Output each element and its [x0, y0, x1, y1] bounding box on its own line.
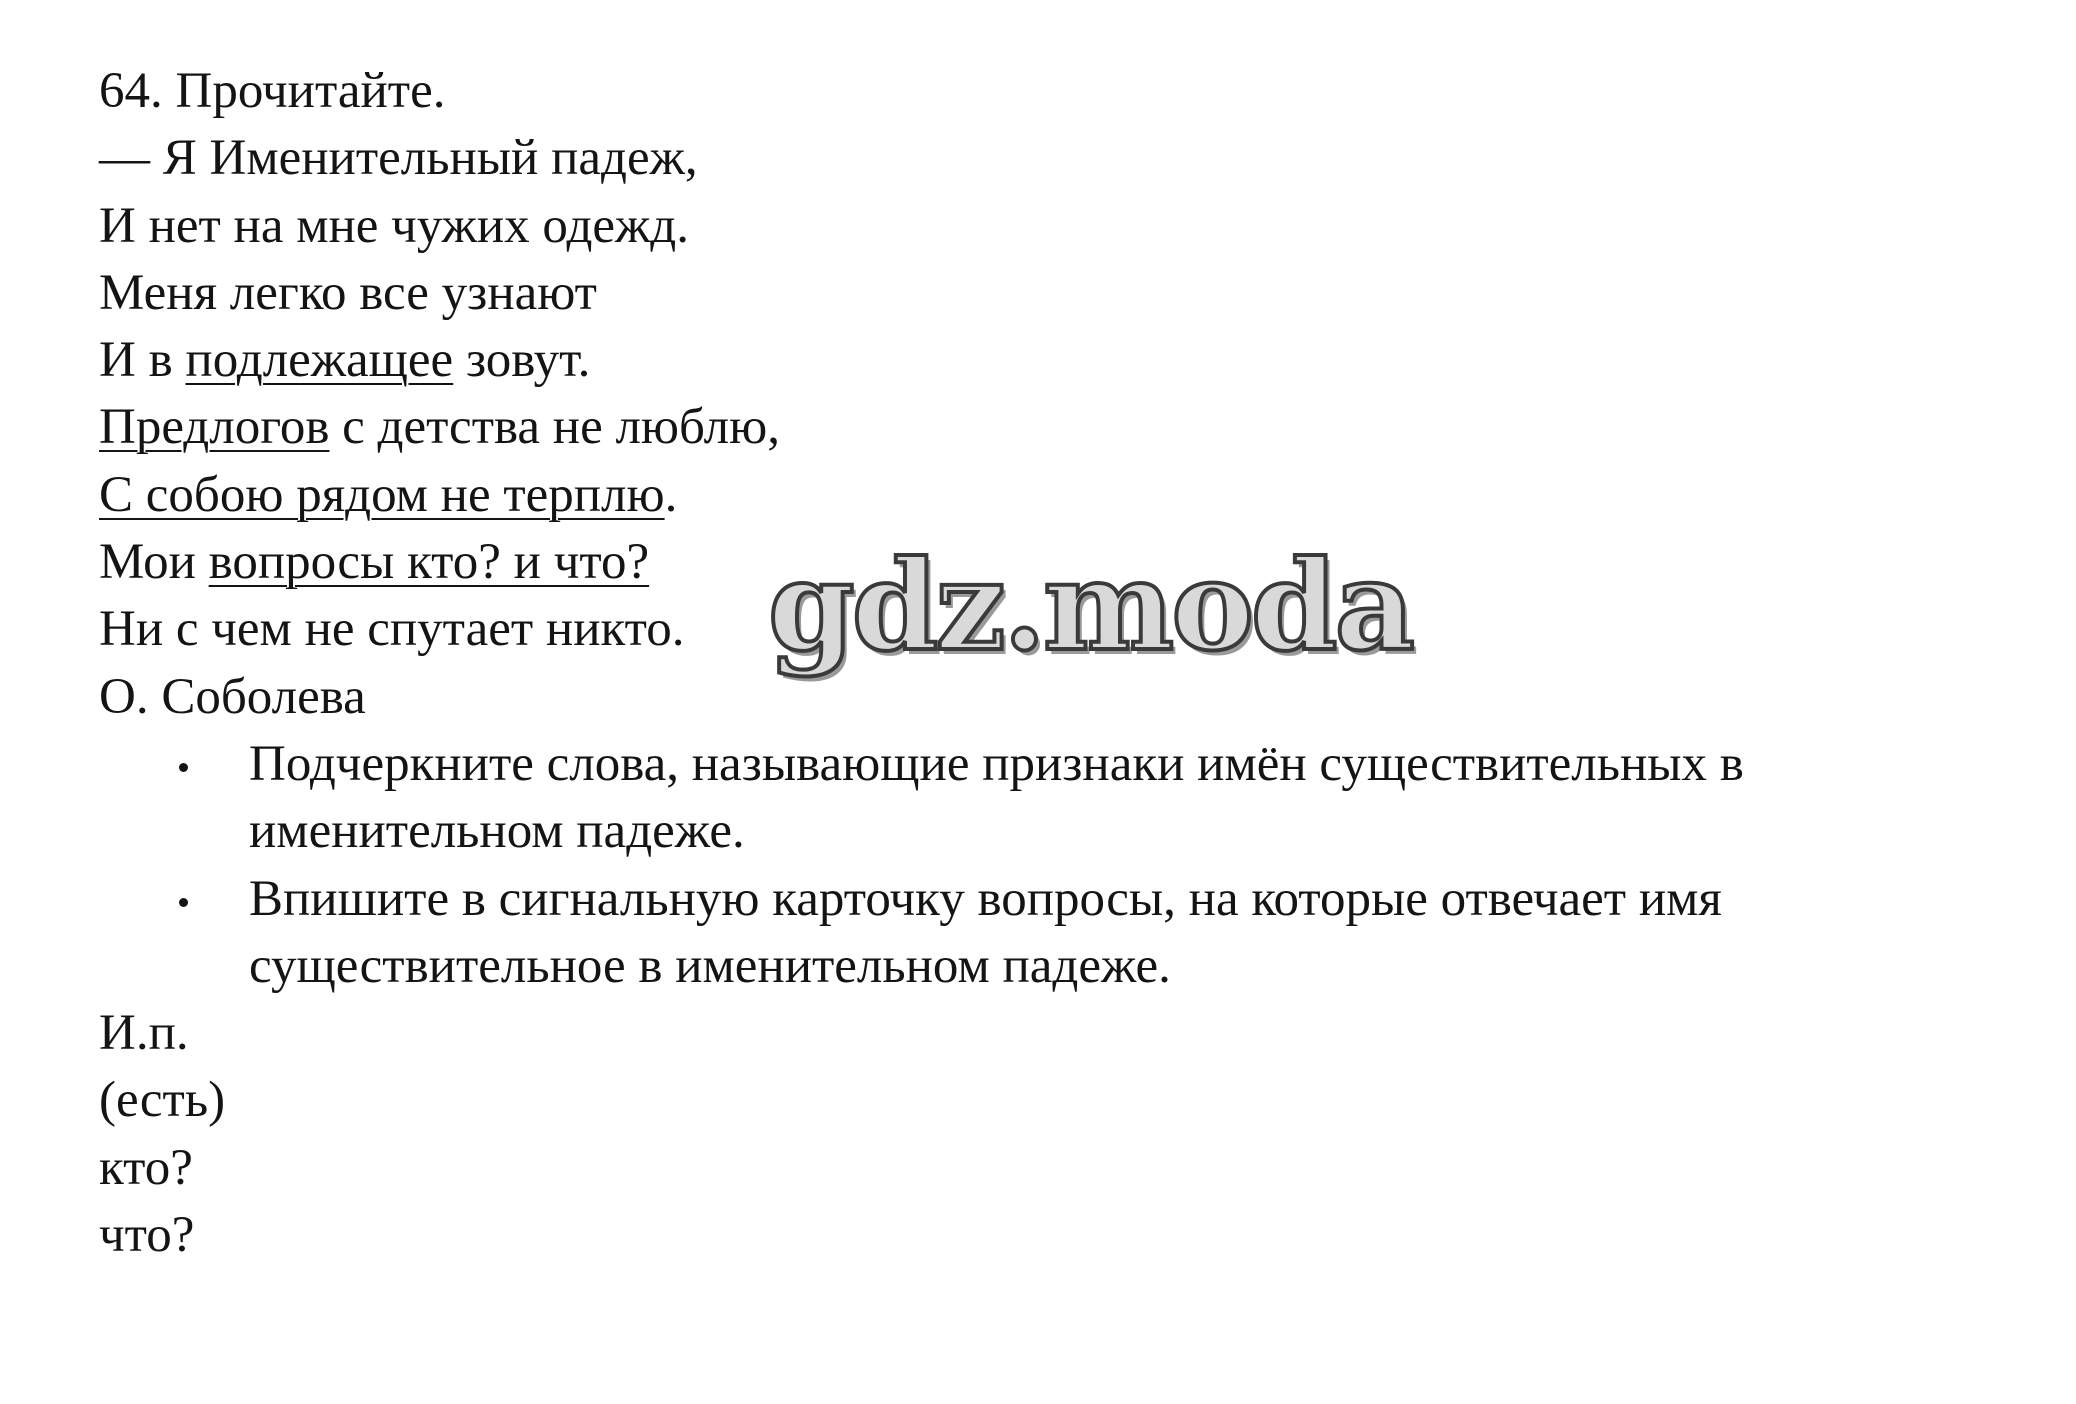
task-text: Подчеркните слова, называющие признаки имён существительных в именительном падеже.	[249, 735, 1744, 860]
underlined-word: Предлогов	[99, 399, 330, 456]
poem-line	[99, 462, 2039, 529]
poem-text: Мои	[99, 534, 209, 591]
poem-line: Ни с чем не спутает никто.	[99, 601, 685, 658]
bullet-icon	[179, 866, 188, 907]
task-item	[99, 731, 2039, 866]
watermark-logo: gdz.moda	[768, 534, 1412, 679]
task-text: Впишите в сигнальную карточку вопросы, на которые отвечает имя существительное в именительном падеже.	[249, 870, 1722, 994]
poem-text: И в	[99, 332, 186, 389]
poem-line: Меня легко все узнают	[99, 264, 597, 321]
poem-author: О. Соболева	[99, 668, 366, 725]
poem-text: .	[664, 466, 678, 523]
card-case: И.п.	[99, 1005, 189, 1062]
poem-text: с детства не люблю,	[329, 399, 780, 456]
underlined-phrase: вопросы кто? и что?	[208, 534, 650, 591]
poem-line: — Я Именительный падеж,	[99, 130, 698, 187]
poem-text: зовут.	[453, 332, 591, 389]
task-list	[99, 731, 2039, 1000]
poem-line: И нет на мне чужих одежд.	[99, 197, 689, 254]
poem-line	[99, 394, 2039, 461]
card-verb: (есть)	[99, 1072, 226, 1129]
underlined-word: подлежащее	[185, 332, 454, 389]
bullet-icon	[179, 731, 188, 772]
task-item	[99, 866, 2039, 1001]
underlined-phrase: С собою рядом не терплю	[99, 466, 665, 523]
exercise-title: 64. Прочитайте.	[99, 63, 446, 119]
card-question: кто?	[99, 1139, 193, 1196]
poem-line	[99, 327, 2039, 394]
card-question: что?	[99, 1207, 195, 1264]
